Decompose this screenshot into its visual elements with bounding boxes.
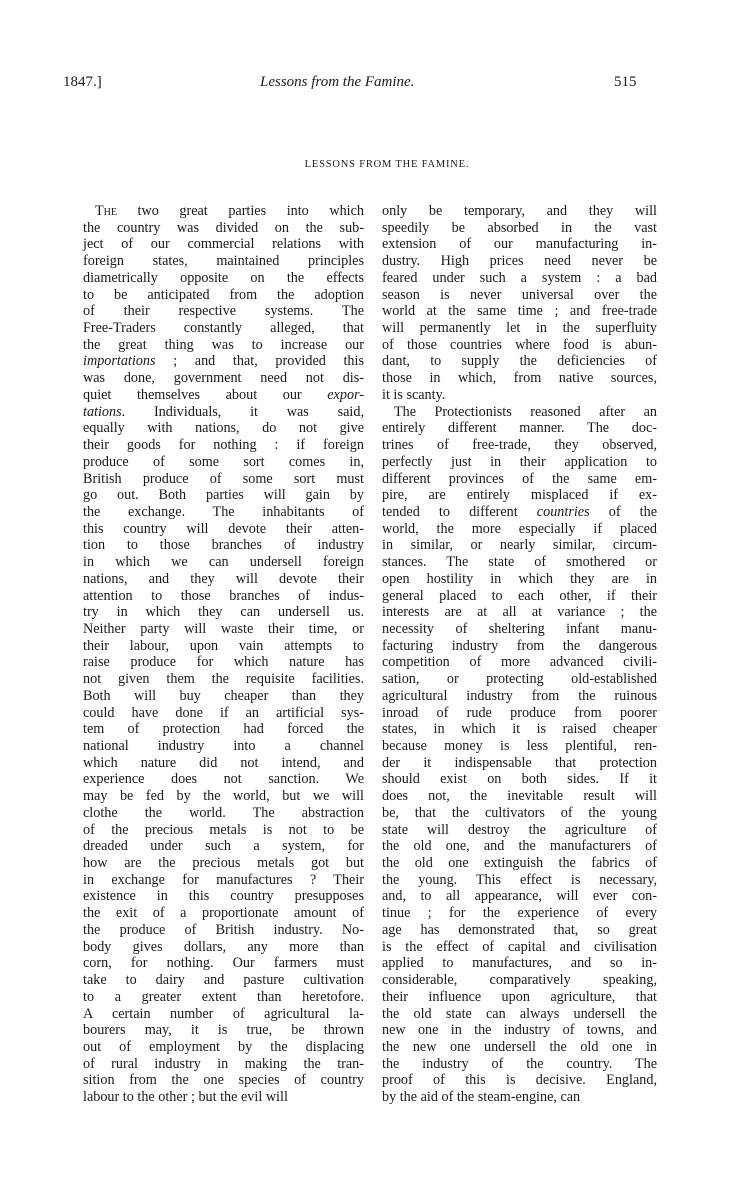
text-line: Neither party will waste their time, or [83, 620, 364, 637]
text-line: experience does not sanction. We [83, 771, 364, 788]
text-line: existence in this country presupposes [83, 888, 364, 905]
text-line: the country was divided on the sub- [83, 219, 364, 236]
text-line: will permanently let in the superfluity [382, 320, 657, 337]
text-line: by the aid of the steam-engine, can [382, 1089, 581, 1106]
text-line: trines of free-trade, they observed, [382, 437, 657, 454]
text-line: in similar, or nearly similar, circum- [382, 537, 657, 554]
text-line: the old one, and the manufacturers of [382, 838, 657, 855]
text-line: and, to all appearance, will ever con- [382, 888, 657, 905]
text-line: could have done if an artificial sys- [83, 704, 364, 721]
text-line: produce of some sort comes in, [83, 453, 364, 470]
page-number: 515 [614, 74, 637, 90]
text-line: body gives dollars, any more than [83, 938, 364, 955]
text-line: British produce of some sort must [83, 470, 364, 487]
text-line: feared under such a system : a bad [382, 269, 657, 286]
text-line: general placed to each other, if their [382, 587, 657, 604]
text-line: the exit of a proportionate amount of [83, 905, 364, 922]
text-line: take to dairy and pasture cultivation [83, 972, 364, 989]
text-line: states, in which it is raised cheaper [382, 721, 657, 738]
text-line: sition from the one species of country [83, 1072, 364, 1089]
text-line: which nature did not intend, and [83, 754, 364, 771]
text-line: out of employment by the displacing [83, 1038, 364, 1055]
text-line: ject of our commercial relations with [83, 236, 364, 253]
text-line: agricultural industry from the ruinous [382, 687, 657, 704]
text-line: be, that the cultivators of the young [382, 804, 657, 821]
volume-year: 1847.] [63, 74, 102, 90]
text-line: necessity of sheltering infant manu- [382, 620, 657, 637]
text-line: the industry of the country. The [382, 1055, 657, 1072]
text-line: their influence upon agriculture, that [382, 988, 657, 1005]
text-line: season is never universal over the [382, 286, 657, 303]
text-line: A certain number of agricultural la- [83, 1005, 364, 1022]
text-line: pire, are entirely misplaced if ex- [382, 487, 657, 504]
text-line: tended to different countries of the [382, 503, 657, 520]
text-line: new one in the industry of towns, and [382, 1022, 657, 1039]
text-line: dant, to supply the deficiencies of [382, 353, 657, 370]
text-line: entirely different manner. The doc- [382, 420, 657, 437]
text-line: the produce of British industry. No- [83, 921, 364, 938]
text-line: to be anticipated from the adoption [83, 286, 364, 303]
text-line: tations. Individuals, it was said, [83, 403, 364, 420]
text-line: extension of our manufacturing in- [382, 236, 657, 253]
running-title: Lessons from the Famine. [260, 74, 415, 90]
text-line: their labour, upon vain attempts to [83, 637, 364, 654]
text-line: clothe the world. The abstraction [83, 804, 364, 821]
text-line: age has demonstrated that, so great [382, 921, 657, 938]
text-line: foreign states, maintained principles [83, 253, 364, 270]
text-line: should exist on both sides. If it [382, 771, 657, 788]
text-line: facturing industry from the dangerous [382, 637, 657, 654]
text-line: quiet themselves about our expor- [83, 386, 364, 403]
text-line: nations, and they will devote their [83, 570, 364, 587]
text-line: interests are at all at variance ; the [382, 604, 657, 621]
text-line: those in which, from native sources, [382, 370, 657, 387]
text-line: corn, for nothing. Our farmers must [83, 955, 364, 972]
right-column [382, 203, 657, 1106]
text-line: the young. This effect is necessary, [382, 871, 657, 888]
left-column [83, 203, 364, 1106]
text-line: go out. Both parties will gain by [83, 487, 364, 504]
text-line: diametrically opposite on the effects [83, 269, 364, 286]
text-line: Both will buy cheaper than they [83, 687, 364, 704]
text-line: tion to those branches of industry [83, 537, 364, 554]
text-line: tem of protection had forced the [83, 721, 364, 738]
text-line: perfectly just in their application to [382, 453, 657, 470]
text-line: der it indispensable that protection [382, 754, 657, 771]
text-line: the great thing was to increase our [83, 336, 364, 353]
text-line: the new one undersell the old one in [382, 1038, 657, 1055]
text-line: is the effect of capital and civilisation [382, 938, 657, 955]
text-line: The Protectionists reasoned after an [394, 403, 657, 420]
text-line: the old one extinguish the fabrics of [382, 855, 657, 872]
emphasis: importations [83, 353, 156, 370]
text-line: attention to those branches of indus- [83, 587, 364, 604]
emphasis: countries [536, 503, 590, 520]
text-line: try in which they can undersell us. [83, 604, 364, 621]
text-line: world at the same time ; and free-trade [382, 303, 657, 320]
text-line: proof of this is decisive. England, [382, 1072, 657, 1089]
text-line: may be fed by the world, but we will [83, 788, 364, 805]
drop-word: The [95, 203, 117, 219]
text-line: tinue ; for the experience of every [382, 905, 657, 922]
text-line: national industry into a channel [83, 738, 364, 754]
text-line: state will destroy the agriculture of [382, 821, 657, 838]
text-line: dreaded under such a system, for [83, 838, 364, 855]
text-line: the old state can always undersell the [382, 1005, 657, 1022]
text-line: in exchange for manufactures ? Their [83, 871, 364, 888]
text-line: speedily be absorbed in the vast [382, 219, 657, 236]
text-line: of their respective systems. The [83, 303, 364, 320]
text-line: of rural industry in making the tran- [83, 1055, 364, 1072]
text-line: labour to the other ; but the evil will [83, 1089, 288, 1106]
text-line: the exchange. The inhabitants of [83, 503, 364, 520]
text-line: in which we can undersell foreign [83, 554, 364, 571]
text-line: their goods for nothing : if foreign [83, 437, 364, 454]
emphasis: tations [83, 403, 122, 420]
text-line: does not, the inevitable result will [382, 788, 657, 805]
text-line: raise produce for which nature has [83, 654, 364, 671]
text-line: equally with nations, do not give [83, 420, 364, 437]
text-line: The two great parties into which [95, 203, 364, 219]
text-line: was done, government need not dis- [83, 370, 364, 387]
text-line: dustry. High prices need never be [382, 253, 657, 270]
running-head [0, 74, 750, 96]
text-line: stances. The state of smothered or [382, 554, 657, 571]
article-title-wrap [0, 159, 750, 170]
text-line: because money is less plentiful, ren- [382, 738, 657, 754]
text-line: bourers may, it is true, be thrown [83, 1022, 364, 1039]
text-line: this country will devote their atten- [83, 520, 364, 537]
text-line: competition of more advanced civili- [382, 654, 657, 671]
article-title: LESSONS FROM THE FAMINE. [304, 159, 470, 170]
text-line: to a greater extent than heretofore. [83, 988, 364, 1005]
text-line: not given them the requisite facilities. [83, 671, 364, 688]
text-line: it is scanty. [382, 386, 446, 403]
emphasis: expor- [327, 386, 364, 403]
text-line: world, the more especially if placed [382, 520, 657, 537]
text-line: how are the precious metals got but [83, 855, 364, 872]
text-line: open hostility in which they are in [382, 570, 657, 587]
text-line: only be temporary, and they will [382, 203, 657, 219]
text-line: inroad of rude produce from poorer [382, 704, 657, 721]
text-line: applied to manufactures, and so in- [382, 955, 657, 972]
text-line: Free-Traders constantly alleged, that [83, 320, 364, 337]
text-line: considerable, comparatively speaking, [382, 972, 657, 989]
text-line: importations ; and that, provided this [83, 353, 364, 370]
text-line: of the precious metals is not to be [83, 821, 364, 838]
text-line: of those countries where food is abun- [382, 336, 657, 353]
text-line: different provinces of the same em- [382, 470, 657, 487]
text-line: sation, or protecting old-established [382, 671, 657, 688]
